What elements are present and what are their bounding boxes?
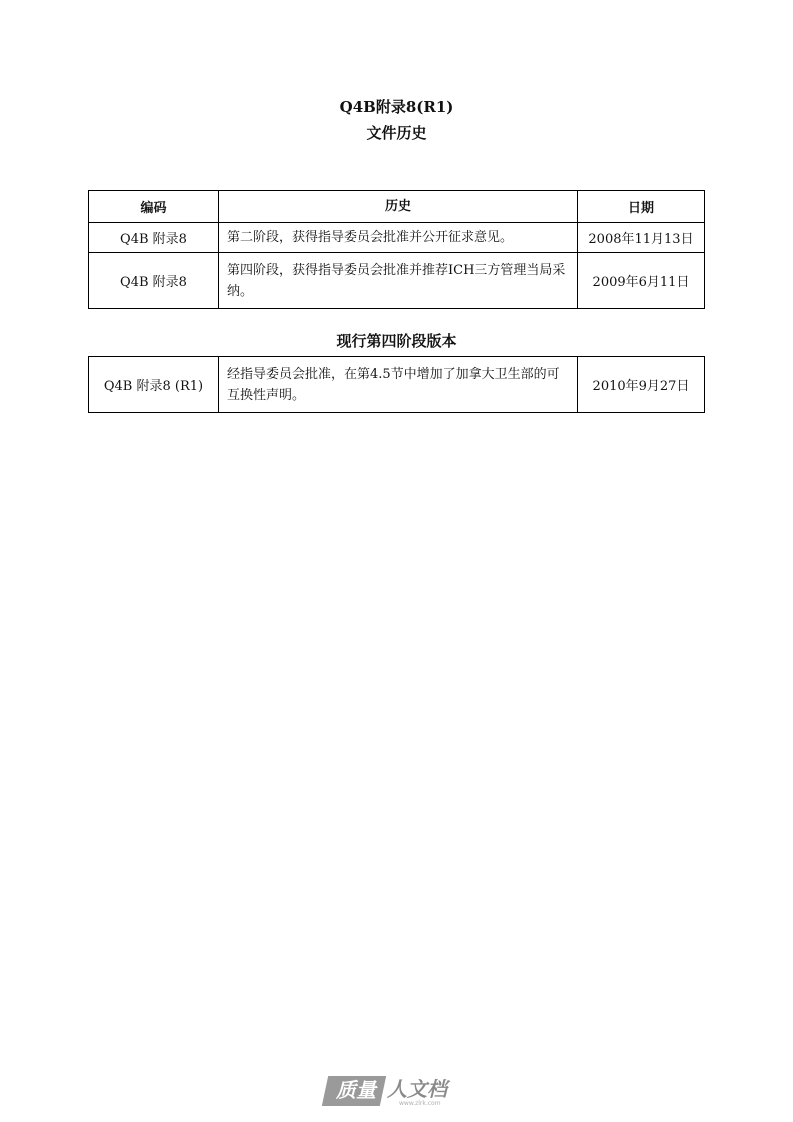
- watermark-text: 人文档: [387, 1077, 447, 1101]
- row-history: 经指导委员会批准，在第4.5节中增加了加拿大卫生部的可互换性声明。: [219, 357, 578, 413]
- row-history: 第二阶段，获得指导委员会批准并公开征求意见。: [219, 223, 578, 253]
- current-version-table: [88, 356, 705, 413]
- row-date: 2009年6月11日: [578, 253, 705, 309]
- row-history: 第四阶段，获得指导委员会批准并推荐ICH三方管理当局采纳。: [219, 253, 578, 309]
- watermark-logo: [325, 1074, 470, 1108]
- row-date: 2010年9月27日: [578, 357, 705, 413]
- header-history: 历史: [219, 191, 578, 223]
- row-code: Q4B 附录8: [89, 223, 219, 253]
- table-row: [89, 253, 705, 309]
- watermark-url: www.zlrk.com: [399, 1100, 441, 1107]
- table-row: [89, 223, 705, 253]
- table-row: [89, 357, 705, 413]
- row-code: Q4B 附录8 (R1): [89, 357, 219, 413]
- row-code: Q4B 附录8: [89, 253, 219, 309]
- row-date: 2008年11月13日: [578, 223, 705, 253]
- document-title: Q4B附录8(R1): [339, 98, 454, 116]
- current-section-title: 现行第四阶段版本: [336, 332, 457, 350]
- header-code: 编码: [89, 191, 219, 223]
- history-table: [88, 190, 705, 309]
- header-date: 日期: [578, 191, 705, 223]
- document-subtitle: 文件历史: [366, 124, 427, 142]
- table-header-row: [89, 191, 705, 223]
- watermark-box-text: 质量: [336, 1078, 376, 1102]
